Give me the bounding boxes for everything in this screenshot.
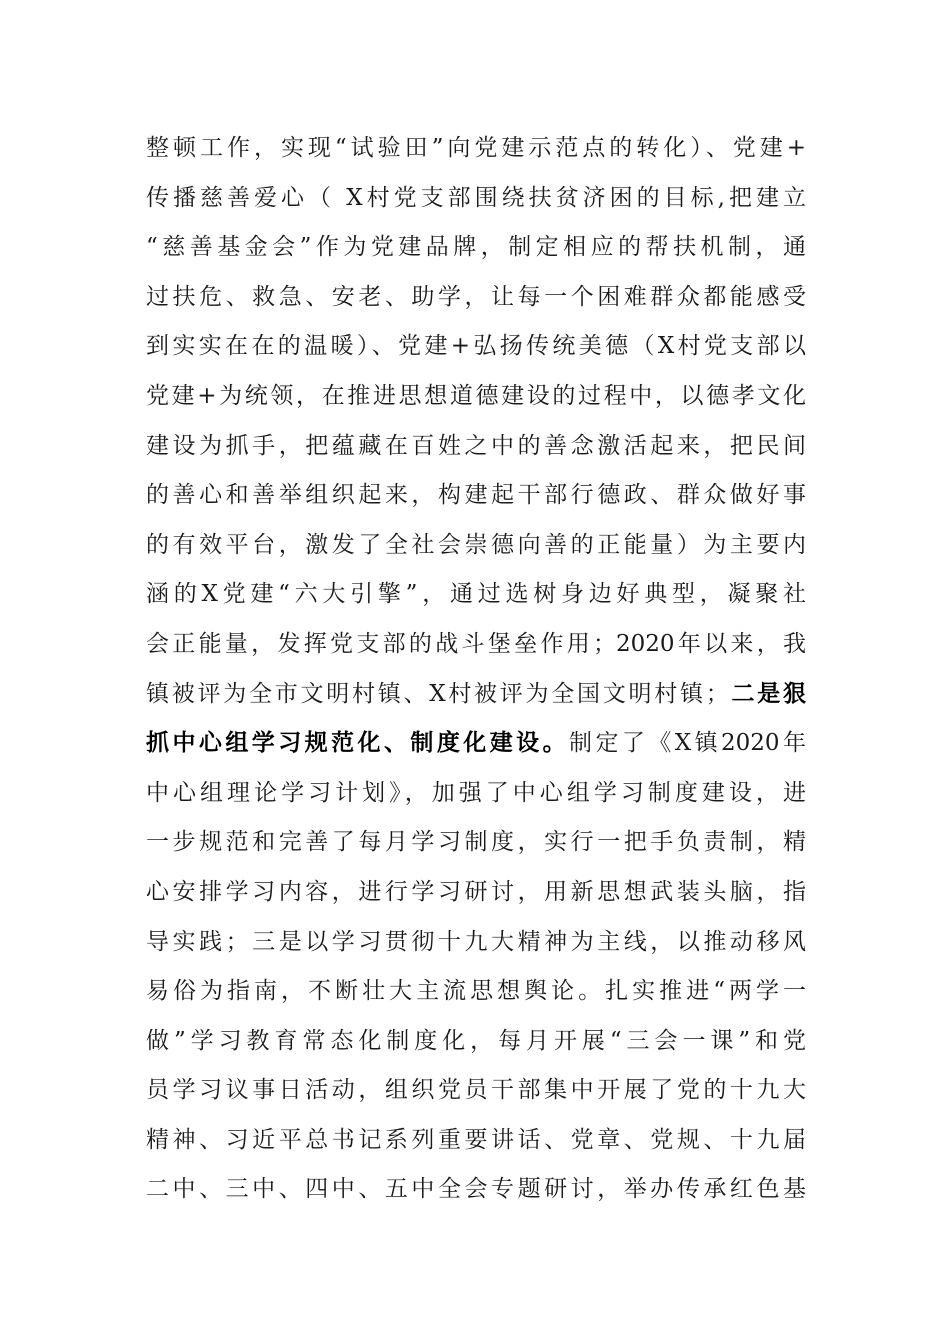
text-line xyxy=(146,719,806,769)
text-line xyxy=(146,769,806,819)
body-text-run: 的善心和善举组织起来，构建起干部行德政、群众做好事 xyxy=(146,482,806,509)
bold-heading-text: 二是狠 xyxy=(728,680,807,707)
text-line xyxy=(146,918,806,968)
text-line xyxy=(146,967,806,1017)
text-line xyxy=(146,124,806,174)
text-line xyxy=(146,670,806,720)
body-text-run: 做”学习教育常态化制度化，每月开展“三会一课”和党 xyxy=(146,1027,806,1054)
text-line xyxy=(146,422,806,472)
body-text-run: 党建+为统领，在推进思想道德建设的过程中，以德孝文化 xyxy=(146,382,806,409)
body-text-run: 的有效平台，激发了全社会崇德向善的正能量）为主要内 xyxy=(146,531,806,558)
body-text-run: 过扶危、救急、安老、助学，让每一个困难群众都能感受 xyxy=(146,283,806,310)
text-line xyxy=(146,322,806,372)
text-line xyxy=(146,471,806,521)
body-text-run: 导实践；三是以学习贯彻十九大精神为主线，以推动移风 xyxy=(146,928,806,955)
body-text-run: 到实实在在的温暖）、党建+弘扬传统美德（X村党支部以 xyxy=(146,333,806,360)
text-line xyxy=(146,818,806,868)
text-line xyxy=(146,372,806,422)
text-line xyxy=(146,1017,806,1067)
text-line xyxy=(146,521,806,571)
body-text-run: 制定了《X镇2020年 xyxy=(569,730,806,757)
text-line xyxy=(146,174,806,224)
text-line xyxy=(146,1116,806,1166)
body-text-run: 涵的X党建“六大引擎”，通过选树身边好典型，凝聚社 xyxy=(146,581,806,608)
body-text-run: 心安排学习内容，进行学习研讨，用新思想武装头脑，指 xyxy=(146,878,806,905)
text-line xyxy=(146,273,806,323)
body-text-run: 中心组理论学习计划》，加强了中心组学习制度建设，进 xyxy=(146,779,806,806)
body-text-run: 易俗为指南，不断壮大主流思想舆论。扎实推进“两学一 xyxy=(146,978,806,1005)
body-text-run: 员学习议事日活动，组织党员干部集中开展了党的十九大 xyxy=(146,1077,806,1104)
body-text-run: 建设为抓手，把蕴藏在百姓之中的善念激活起来，把民间 xyxy=(146,432,806,459)
body-text-run: “慈善基金会”作为党建品牌，制定相应的帮扶机制，通 xyxy=(146,234,806,261)
text-line xyxy=(146,223,806,273)
text-line xyxy=(146,570,806,620)
bold-heading-text: 抓中心组学习规范化、制度化建设。 xyxy=(146,730,570,757)
text-line xyxy=(146,1066,806,1116)
text-line xyxy=(146,620,806,670)
body-text-run: 精神、习近平总书记系列重要讲话、党章、党规、十九届 xyxy=(146,1126,806,1153)
body-text-run: 一步规范和完善了每月学习制度，实行一把手负责制，精 xyxy=(146,829,806,856)
body-text-run: 二中、三中、四中、五中全会专题研讨，举办传承红色基 xyxy=(146,1176,806,1203)
text-line xyxy=(146,1165,806,1215)
body-text xyxy=(146,124,806,1215)
text-line xyxy=(146,868,806,918)
body-text-run: 整顿工作，实现“试验田”向党建示范点的转化）、党建+ xyxy=(146,135,806,161)
body-text-run: 会正能量，发挥党支部的战斗堡垒作用；2020年以来，我 xyxy=(146,630,806,657)
body-text-run: 镇被评为全市文明村镇、X村被评为全国文明村镇； xyxy=(146,680,729,707)
body-text-run: 传播慈善爱心（ X村党支部围绕扶贫济困的目标,把建立 xyxy=(146,184,806,211)
